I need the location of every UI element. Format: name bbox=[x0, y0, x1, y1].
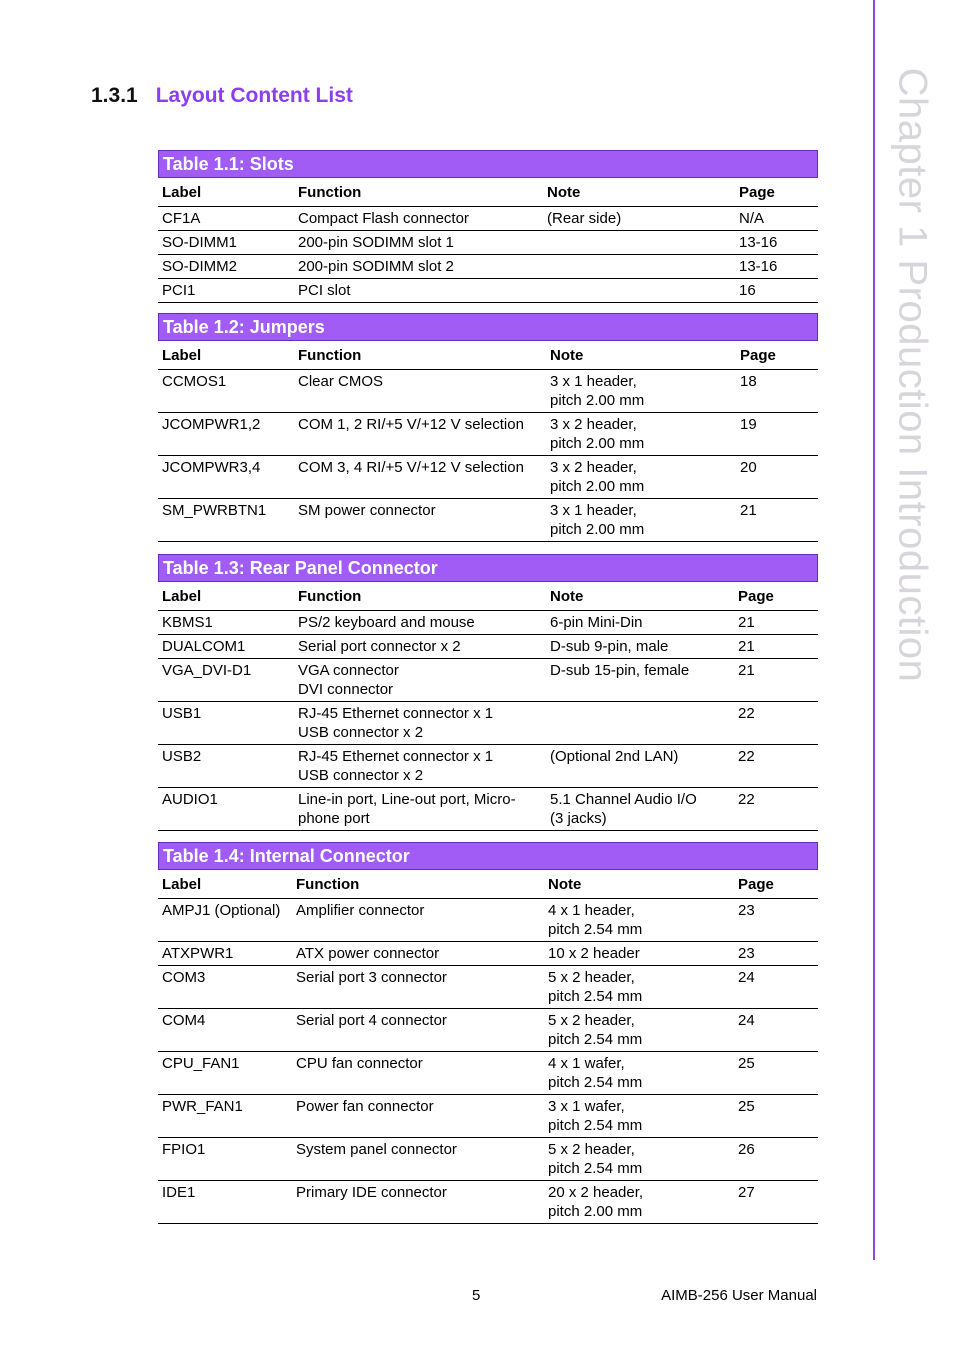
cell-page: N/A bbox=[739, 210, 765, 227]
cell-note bbox=[547, 257, 739, 276]
cell-label: SO-DIMM2 bbox=[162, 258, 237, 275]
table-slots bbox=[158, 150, 818, 303]
column-header-page: Page bbox=[738, 875, 774, 893]
table-row bbox=[158, 1138, 818, 1181]
cell-label: COM3 bbox=[162, 969, 206, 986]
cell-function: Primary IDE connector bbox=[296, 1184, 447, 1201]
cell-note: 3 x 1 header, pitch 2.00 mm bbox=[550, 502, 645, 538]
cell-note: 3 x 1 wafer, pitch 2.54 mm bbox=[548, 1098, 643, 1134]
cell-note: (Optional 2nd LAN) bbox=[550, 748, 679, 765]
chapter-side-label-text: Chapter 1 Production Introduction bbox=[890, 67, 935, 683]
cell-function: SM power connector bbox=[298, 502, 436, 519]
cell-label: AMPJ1 (Optional) bbox=[162, 902, 281, 919]
table-title: Table 1.1: Slots bbox=[158, 150, 818, 178]
cell-page: 26 bbox=[738, 1141, 755, 1158]
cell-function: RJ-45 Ethernet connector x 1 USB connector x 2 bbox=[298, 748, 494, 784]
cell-note: 20 x 2 header, pitch 2.00 mm bbox=[548, 1184, 644, 1220]
cell-function: Amplifier connector bbox=[296, 902, 425, 919]
cell-note: 5.1 Channel Audio I/O (3 jacks) bbox=[550, 791, 697, 827]
column-header-function: Function bbox=[298, 587, 362, 605]
table-header-row bbox=[158, 341, 818, 370]
cell-page: 20 bbox=[740, 459, 757, 476]
cell-label: CPU_FAN1 bbox=[162, 1055, 240, 1072]
cell-label: JCOMPWR1,2 bbox=[162, 416, 261, 433]
cell-note: 10 x 2 header bbox=[548, 945, 640, 962]
cell-function: Clear CMOS bbox=[298, 373, 384, 390]
cell-function: RJ-45 Ethernet connector x 1 USB connector x 2 bbox=[298, 705, 494, 741]
cell-note: D-sub 15-pin, female bbox=[550, 662, 690, 679]
cell-page: 23 bbox=[738, 902, 755, 919]
cell-label: CF1A bbox=[162, 210, 201, 227]
cell-label: COM4 bbox=[162, 1012, 206, 1029]
table-row bbox=[158, 942, 818, 966]
cell-note: 3 x 2 header, pitch 2.00 mm bbox=[550, 459, 645, 495]
cell-function: CPU fan connector bbox=[296, 1055, 423, 1072]
cell-page: 13-16 bbox=[739, 234, 778, 251]
cell-note: D-sub 9-pin, male bbox=[550, 638, 669, 655]
table-rear-panel-connector bbox=[158, 554, 818, 831]
cell-function: Compact Flash connector bbox=[298, 210, 469, 227]
cell-function: Serial port connector x 2 bbox=[298, 638, 461, 655]
table-row bbox=[158, 456, 818, 499]
table-row bbox=[158, 1181, 818, 1224]
table-row bbox=[158, 255, 818, 279]
column-header-label: Label bbox=[162, 875, 202, 893]
cell-function: PCI slot bbox=[298, 282, 351, 299]
table-header-row bbox=[158, 870, 818, 899]
column-header-page: Page bbox=[740, 346, 776, 364]
table-title: Table 1.2: Jumpers bbox=[158, 313, 818, 341]
cell-note: 5 x 2 header, pitch 2.54 mm bbox=[548, 1012, 643, 1048]
cell-label: SO-DIMM1 bbox=[162, 234, 237, 251]
table-row bbox=[158, 966, 818, 1009]
section-heading bbox=[91, 84, 353, 108]
cell-function: COM 1, 2 RI/+5 V/+12 V selection bbox=[298, 416, 524, 433]
cell-page: 25 bbox=[738, 1055, 755, 1072]
table-row bbox=[158, 499, 818, 542]
table-row bbox=[158, 413, 818, 456]
cell-label: USB2 bbox=[162, 748, 202, 765]
cell-page: 21 bbox=[740, 502, 757, 519]
cell-page: 22 bbox=[738, 705, 755, 722]
cell-page: 19 bbox=[740, 416, 757, 433]
column-header-page: Page bbox=[738, 587, 774, 605]
table-row bbox=[158, 659, 818, 702]
table-row bbox=[158, 370, 818, 413]
table-header-row bbox=[158, 178, 818, 207]
column-header-note: Note bbox=[550, 346, 584, 364]
cell-note: (Rear side) bbox=[547, 210, 622, 227]
cell-label: AUDIO1 bbox=[162, 791, 218, 808]
cell-page: 23 bbox=[738, 945, 755, 962]
column-header-label: Label bbox=[162, 183, 202, 201]
table-row bbox=[158, 207, 818, 231]
cell-function: ATX power connector bbox=[296, 945, 440, 962]
cell-label: DUALCOM1 bbox=[162, 638, 246, 655]
cell-label: FPIO1 bbox=[162, 1141, 206, 1158]
table-header-row bbox=[158, 582, 818, 611]
column-header-function: Function bbox=[296, 875, 360, 893]
table-row bbox=[158, 279, 818, 303]
table-row bbox=[158, 745, 818, 788]
table-row bbox=[158, 231, 818, 255]
cell-page: 21 bbox=[738, 614, 755, 631]
column-header-function: Function bbox=[298, 346, 362, 364]
cell-page: 22 bbox=[738, 748, 755, 765]
cell-page: 16 bbox=[739, 282, 756, 299]
table-title: Table 1.4: Internal Connector bbox=[158, 842, 818, 870]
table-row bbox=[158, 1009, 818, 1052]
cell-note: 3 x 1 header, pitch 2.00 mm bbox=[550, 373, 645, 409]
cell-function: PS/2 keyboard and mouse bbox=[298, 614, 475, 631]
cell-label: KBMS1 bbox=[162, 614, 213, 631]
cell-note bbox=[547, 281, 739, 300]
cell-label: CCMOS1 bbox=[162, 373, 227, 390]
cell-label: USB1 bbox=[162, 705, 202, 722]
column-header-label: Label bbox=[162, 346, 202, 364]
cell-function: Serial port 4 connector bbox=[296, 1012, 447, 1029]
cell-note bbox=[550, 704, 738, 742]
column-header-label: Label bbox=[162, 587, 202, 605]
cell-page: 27 bbox=[738, 1184, 755, 1201]
cell-function: COM 3, 4 RI/+5 V/+12 V selection bbox=[298, 459, 524, 476]
cell-function: 200-pin SODIMM slot 2 bbox=[298, 258, 454, 275]
table-title: Table 1.3: Rear Panel Connector bbox=[158, 554, 818, 582]
cell-page: 13-16 bbox=[739, 258, 778, 275]
cell-note: 4 x 1 wafer, pitch 2.54 mm bbox=[548, 1055, 643, 1091]
cell-note: 3 x 2 header, pitch 2.00 mm bbox=[550, 416, 645, 452]
section-title: Layout Content List bbox=[155, 84, 353, 107]
column-header-page: Page bbox=[739, 183, 775, 201]
cell-page: 22 bbox=[738, 791, 755, 808]
section-number: 1.3.1 bbox=[91, 84, 138, 107]
cell-label: JCOMPWR3,4 bbox=[162, 459, 261, 476]
cell-page: 24 bbox=[738, 969, 755, 986]
cell-function: VGA connector DVI connector bbox=[298, 662, 399, 698]
cell-function: System panel connector bbox=[296, 1141, 457, 1158]
cell-function: Line-in port, Line-out port, Micro- phone port bbox=[298, 791, 516, 827]
table-row bbox=[158, 702, 818, 745]
page-number: 5 bbox=[472, 1287, 481, 1304]
table-row bbox=[158, 899, 818, 942]
cell-function: 200-pin SODIMM slot 1 bbox=[298, 234, 454, 251]
cell-note: 6-pin Mini-Din bbox=[550, 614, 643, 631]
table-jumpers bbox=[158, 313, 818, 542]
table-row bbox=[158, 788, 818, 831]
table-row bbox=[158, 635, 818, 659]
table-row bbox=[158, 1095, 818, 1138]
cell-note: 4 x 1 header, pitch 2.54 mm bbox=[548, 902, 643, 938]
cell-label: SM_PWRBTN1 bbox=[162, 502, 267, 519]
cell-label: PCI1 bbox=[162, 282, 196, 299]
manual-title: AIMB-256 User Manual bbox=[661, 1287, 817, 1304]
cell-label: IDE1 bbox=[162, 1184, 196, 1201]
cell-label: PWR_FAN1 bbox=[162, 1098, 243, 1115]
cell-function: Serial port 3 connector bbox=[296, 969, 447, 986]
cell-label: VGA_DVI-D1 bbox=[162, 662, 252, 679]
cell-note: 5 x 2 header, pitch 2.54 mm bbox=[548, 1141, 643, 1177]
chapter-side-rule bbox=[873, 0, 875, 1260]
column-header-function: Function bbox=[298, 183, 362, 201]
table-internal-connector bbox=[158, 842, 818, 1224]
cell-function: Power fan connector bbox=[296, 1098, 434, 1115]
table-row bbox=[158, 1052, 818, 1095]
cell-page: 18 bbox=[740, 373, 757, 390]
cell-page: 21 bbox=[738, 662, 755, 679]
cell-page: 25 bbox=[738, 1098, 755, 1115]
column-header-note: Note bbox=[547, 183, 581, 201]
column-header-note: Note bbox=[548, 875, 582, 893]
cell-label: ATXPWR1 bbox=[162, 945, 234, 962]
column-header-note: Note bbox=[550, 587, 584, 605]
cell-note bbox=[547, 233, 739, 252]
cell-page: 24 bbox=[738, 1012, 755, 1029]
cell-page: 21 bbox=[738, 638, 755, 655]
cell-note: 5 x 2 header, pitch 2.54 mm bbox=[548, 969, 643, 1005]
table-row bbox=[158, 611, 818, 635]
